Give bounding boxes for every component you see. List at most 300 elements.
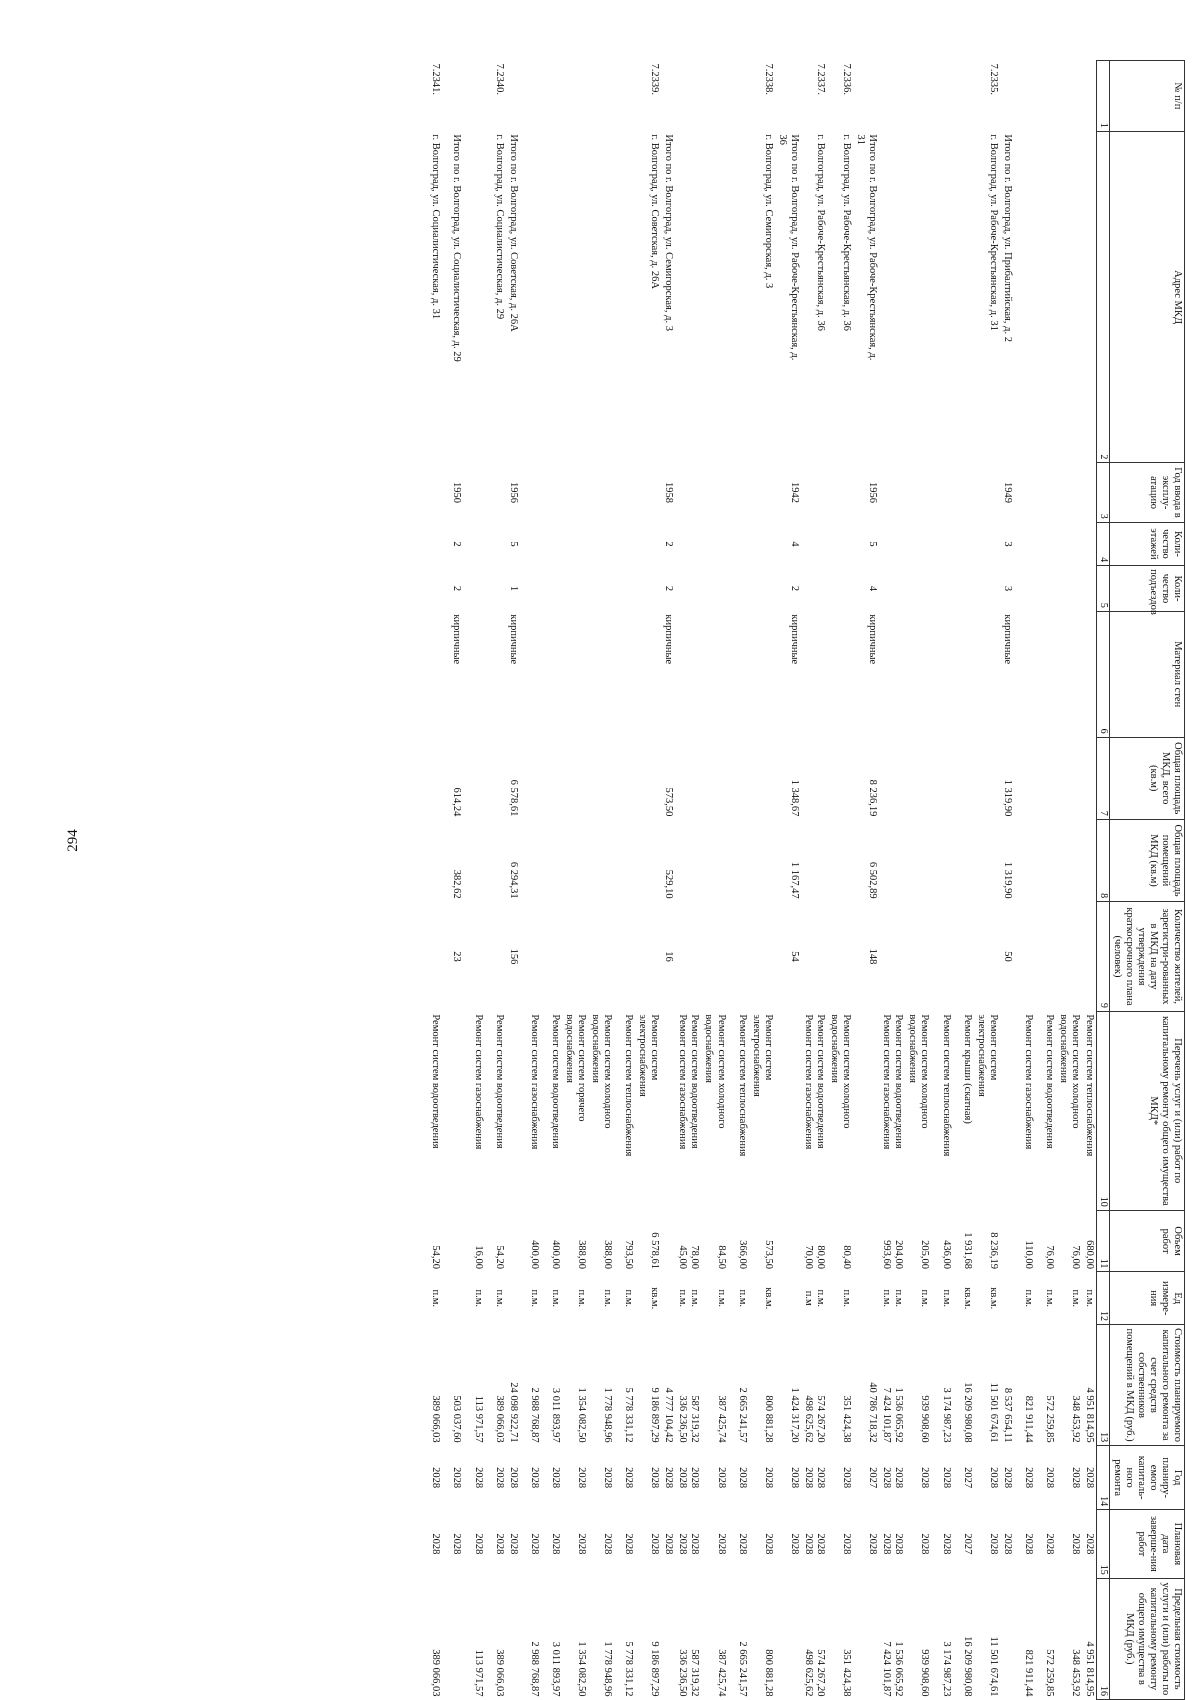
works-list-line: Ремонт систем газоснабжения [802, 1014, 814, 1150]
works-list-line: Ремонт систем холодного [919, 1014, 931, 1129]
limit-cost-line: 16 209 980,08 [961, 1636, 973, 1697]
residents-cell [548, 902, 562, 1012]
completion-date-cell [701, 1510, 727, 1579]
repair-year-cell [1082, 1446, 1097, 1510]
limit-cost-line: 1 354 082,50 [575, 1641, 587, 1697]
works-list-cell [939, 1011, 953, 1210]
limit-cost-line: 587 319,32 [689, 1649, 701, 1697]
repair-year-cell [749, 1446, 775, 1510]
work-volume-cell [879, 1210, 905, 1272]
completion-date-line: 2028 [881, 1533, 893, 1555]
floors-cell: 3 [1001, 541, 1013, 547]
table-row [428, 61, 442, 1700]
limit-cost-cell [506, 1578, 520, 1699]
wall-material-cell: кирпичные [1001, 614, 1013, 665]
total-area-cell [527, 737, 541, 819]
limit-cost-line: 5 778 331,12 [623, 1641, 635, 1697]
work-volume-cell [506, 1210, 520, 1272]
works-list-cell [1021, 1011, 1035, 1210]
spacer-row [932, 61, 939, 1700]
repair-year-cell [775, 1446, 801, 1510]
column-header-4: Коли-чество этажей [1109, 522, 1184, 565]
address-cell [905, 131, 931, 462]
entrances-cell [939, 566, 953, 612]
item-number-cell: 7.2341. [430, 63, 442, 95]
unit-cell [1056, 1272, 1082, 1325]
limit-cost-cell [428, 1578, 442, 1699]
address-cell [492, 131, 506, 462]
limit-cost-line: 1 778 948,96 [602, 1641, 614, 1697]
item-number-cell [1056, 61, 1082, 132]
floors-cell [675, 522, 701, 565]
completion-date-cell [879, 1510, 905, 1579]
repair-year-line: 2028 [1022, 1467, 1034, 1489]
limit-cost-line: 11 501 674,61 [987, 1636, 999, 1697]
completion-date-line: 2028 [507, 1533, 519, 1555]
works-list-line: электроснабжения [975, 1014, 987, 1097]
item-number-cell [1021, 61, 1035, 132]
completion-date-line: 2028 [451, 1533, 463, 1555]
residents-cell [562, 902, 588, 1012]
address-cell [675, 131, 701, 462]
limit-cost-cell [939, 1578, 953, 1699]
commission-year-cell: 1956 [507, 482, 519, 504]
entrances-cell: 3 [1001, 585, 1013, 592]
unit-line: п.м. [430, 1289, 442, 1307]
limit-cost-line: 572 259,85 [1043, 1649, 1055, 1697]
floors-cell [701, 522, 727, 565]
work-volume-cell [905, 1210, 931, 1272]
premises-area-cell: 382,62 [451, 869, 463, 899]
spacer-cell [1035, 61, 1042, 1700]
works-list-line: водоснабжения [703, 1014, 715, 1083]
repair-year-line: 2028 [472, 1467, 484, 1489]
work-volume-cell [492, 1210, 506, 1272]
limit-cost-cell [1082, 1578, 1097, 1699]
table-row [905, 61, 931, 1700]
premises-area-cell [527, 819, 541, 901]
work-volume-cell [735, 1210, 749, 1272]
repair-year-line: 2028 [919, 1467, 931, 1489]
floors-cell [562, 522, 588, 565]
works-list-line: Ремонт крыши (скатная) [961, 1014, 973, 1124]
repair-cost-cell [960, 1325, 974, 1446]
work-volume-cell [749, 1210, 775, 1272]
work-volume-line: 388,00 [602, 1240, 614, 1269]
premises-area-cell: 1 319,90 [1001, 861, 1013, 899]
repair-cost-line: 1 778 948,96 [602, 1387, 614, 1443]
entrances-cell [492, 566, 506, 612]
residents-cell: 23 [451, 951, 463, 962]
completion-date-cell [827, 1510, 853, 1579]
residents-cell [635, 902, 661, 1012]
repair-cost-line: 1 536 065,92 [893, 1387, 905, 1443]
repair-cost-cell [492, 1325, 506, 1446]
unit-line: п.м. [893, 1289, 905, 1307]
total-area-cell [1042, 737, 1056, 819]
item-number-cell: 7.2337. [815, 63, 826, 95]
wall-material-cell [428, 611, 442, 737]
completion-date-cell [749, 1510, 775, 1579]
work-volume-line: 78,00 [689, 1245, 701, 1269]
wall-material-cell [749, 611, 775, 737]
entrances-cell [801, 566, 827, 612]
residents-cell [879, 902, 905, 1012]
works-list-line: Ремонт систем холодного [841, 1014, 853, 1129]
limit-cost-line: 348 453,92 [1070, 1649, 1082, 1697]
spacer-cell [728, 61, 735, 1700]
spacer-row [464, 61, 471, 1700]
total-area-cell [905, 737, 931, 819]
limit-cost-line: 1 536 065,92 [893, 1641, 905, 1697]
table-row [621, 61, 635, 1700]
unit-line: п.м. [677, 1289, 689, 1307]
work-volume-cell [621, 1210, 635, 1272]
repair-year-line: 2028 [987, 1467, 999, 1489]
repair-year-cell [939, 1446, 953, 1510]
limit-cost-cell [1000, 1578, 1014, 1699]
total-area-cell [635, 737, 661, 819]
repair-year-line: 2028 [689, 1467, 701, 1489]
repair-cost-line: 9 186 897,29 [649, 1387, 661, 1443]
unit-cell [974, 1272, 1000, 1325]
column-number-1: 1 [1097, 61, 1110, 132]
completion-date-line: 2027 [961, 1533, 973, 1555]
completion-date-line: 2028 [663, 1533, 675, 1555]
table-row [939, 61, 953, 1700]
address-cell [1042, 131, 1056, 462]
unit-cell [661, 1272, 675, 1325]
limit-cost-line: 113 971,57 [472, 1649, 484, 1697]
repair-cost-line: 11 501 674,61 [987, 1382, 999, 1443]
unit-cell [879, 1272, 905, 1325]
floors-cell [801, 522, 827, 565]
repair-cost-cell [621, 1325, 635, 1446]
unit-line: п.м. [919, 1289, 931, 1307]
entrances-cell [675, 566, 701, 612]
floors-cell [527, 522, 541, 565]
repair-cost-cell [749, 1325, 775, 1446]
repair-cost-cell [853, 1325, 879, 1446]
repair-cost-line: 351 424,38 [841, 1395, 853, 1443]
unit-cell [635, 1272, 661, 1325]
limit-cost-line: 800 881,28 [762, 1649, 774, 1697]
work-volume-line: 573,50 [762, 1240, 774, 1269]
unit-line: п.м [802, 1290, 814, 1306]
works-list-cell [1056, 1011, 1082, 1210]
total-area-cell [675, 737, 701, 819]
repair-cost-cell [562, 1325, 588, 1446]
wall-material-cell [879, 611, 905, 737]
commission-year-cell [527, 463, 541, 522]
repair-cost-cell [939, 1325, 953, 1446]
unit-line: п.м. [940, 1289, 952, 1307]
work-volume-cell [675, 1210, 701, 1272]
works-list-line: Ремонт систем [987, 1014, 999, 1081]
repair-year-cell [661, 1446, 675, 1510]
wall-material-cell [635, 611, 661, 737]
floors-cell: 2 [663, 541, 675, 547]
work-volume-cell [1042, 1210, 1056, 1272]
entrances-cell [562, 566, 588, 612]
item-number-cell [1000, 61, 1014, 132]
limit-cost-cell [1056, 1578, 1082, 1699]
total-row [661, 61, 675, 1700]
commission-year-cell [562, 463, 588, 522]
table-row [879, 61, 905, 1700]
completion-date-cell [661, 1510, 675, 1579]
column-number-8: 8 [1097, 819, 1110, 901]
spacer-cell [464, 61, 471, 1700]
repair-year-cell [588, 1446, 614, 1510]
repair-cost-line: 3 174 987,23 [940, 1387, 952, 1443]
table-row [635, 61, 661, 1700]
unit-line: п.м. [602, 1289, 614, 1307]
works-list-cell [471, 1011, 485, 1210]
unit-line: п.м. [528, 1289, 540, 1307]
work-volume-cell [527, 1210, 541, 1272]
wall-material-cell [1056, 611, 1082, 737]
premises-area-cell [1021, 819, 1035, 901]
item-number-cell [939, 61, 953, 132]
commission-year-cell [801, 463, 827, 522]
unit-cell [1082, 1272, 1097, 1325]
entrances-cell: 2 [788, 585, 800, 592]
spacer-cell [442, 61, 449, 1700]
column-header-16: Предельная стоимость услуги и (или) работы по капитальному ремонту общего имущества в МКД (руб.) [1109, 1578, 1184, 1699]
wall-material-cell: кирпичные [867, 614, 879, 665]
total-area-cell [1082, 737, 1097, 819]
works-list-line: Ремонт систем газоснабжения [881, 1014, 893, 1150]
completion-date-cell [939, 1510, 953, 1579]
unit-line: п.м. [549, 1289, 561, 1307]
total-area-cell [548, 737, 562, 819]
works-list-cell [905, 1011, 931, 1210]
completion-date-line: 2028 [677, 1533, 689, 1555]
address-line: 31 [855, 134, 867, 145]
works-list-line: Ремонт систем [649, 1014, 661, 1081]
repair-cost-cell [827, 1325, 853, 1446]
item-number-cell [449, 61, 463, 132]
entrances-cell [1021, 566, 1035, 612]
entrances-cell [749, 566, 775, 612]
item-number-cell [905, 61, 931, 132]
premises-area-cell [588, 819, 614, 901]
commission-year-cell [635, 463, 661, 522]
works-list-cell [701, 1011, 727, 1210]
works-list-cell [675, 1011, 701, 1210]
limit-cost-line: 939 908,60 [919, 1649, 931, 1697]
floors-cell [735, 522, 749, 565]
completion-date-line: 2028 [736, 1533, 748, 1555]
unit-cell [527, 1272, 541, 1325]
entrances-cell [621, 566, 635, 612]
commission-year-cell [548, 463, 562, 522]
address-line: г. Волгоград, ул. Рабоче-Крестьянская, д. 31 [987, 134, 999, 331]
unit-cell [621, 1272, 635, 1325]
work-volume-cell [701, 1210, 727, 1272]
limit-cost-cell [588, 1578, 614, 1699]
repair-year-cell [562, 1446, 588, 1510]
premises-area-cell [827, 819, 853, 901]
works-list-cell [661, 1011, 675, 1210]
completion-date-cell [1000, 1510, 1014, 1579]
column-number-12: 12 [1097, 1272, 1110, 1325]
limit-cost-cell [1021, 1578, 1035, 1699]
address-line: г. Волгоград, ул. Социалистическая, д. 31 [430, 134, 442, 320]
completion-date-line: 2028 [1043, 1533, 1055, 1555]
repair-cost-line: 3 011 893,97 [549, 1387, 561, 1443]
repair-year-line: 2028 [493, 1467, 505, 1489]
residents-cell [939, 902, 953, 1012]
wall-material-cell: кирпичные [451, 614, 463, 665]
completion-date-cell [960, 1510, 974, 1579]
works-list-line: Ремонт систем газоснабжения [528, 1014, 540, 1150]
commission-year-cell [939, 463, 953, 522]
work-volume-cell [974, 1210, 1000, 1272]
wall-material-cell [801, 611, 827, 737]
works-list-cell [853, 1011, 879, 1210]
works-list-line: Ремонт систем холодного [1070, 1014, 1082, 1129]
repair-cost-cell [635, 1325, 661, 1446]
repair-year-cell [1056, 1446, 1082, 1510]
address-cell [701, 131, 727, 462]
item-number-cell [853, 61, 879, 132]
floors-cell [1056, 522, 1082, 565]
premises-area-cell [492, 819, 506, 901]
item-number-cell: 7.2339. [649, 63, 661, 95]
commission-year-cell [701, 463, 727, 522]
table-row [974, 61, 1000, 1700]
item-number-cell: 7.2338. [762, 63, 774, 95]
entrances-cell [974, 566, 1000, 612]
table-row [492, 61, 506, 1700]
residents-cell [1042, 902, 1056, 1012]
total-area-cell [1056, 737, 1082, 819]
entrances-cell [471, 566, 485, 612]
commission-year-cell [905, 463, 931, 522]
address-cell [562, 131, 588, 462]
commission-year-cell [1021, 463, 1035, 522]
repair-cost-line: 939 908,60 [919, 1395, 931, 1443]
repair-year-cell [449, 1446, 463, 1510]
page-number: 294 [64, 829, 81, 852]
limit-cost-line: 389 066,03 [493, 1649, 505, 1697]
work-volume-line: 388,00 [575, 1240, 587, 1269]
rotated-page [185, 60, 1185, 1700]
entrances-cell [635, 566, 661, 612]
floors-cell [749, 522, 775, 565]
completion-date-line: 2028 [762, 1533, 774, 1555]
wall-material-cell [675, 611, 701, 737]
column-number-9: 9 [1097, 902, 1110, 1012]
work-volume-line: 205,00 [919, 1240, 931, 1269]
repair-cost-line: 16 209 980,08 [961, 1382, 973, 1443]
completion-date-cell [588, 1510, 614, 1579]
work-volume-cell [1021, 1210, 1035, 1272]
total-area-cell [827, 737, 853, 819]
repair-cost-line: 800 881,28 [762, 1395, 774, 1443]
completion-date-line: 2028 [1084, 1533, 1096, 1555]
wall-material-cell: кирпичные [788, 614, 800, 665]
repair-year-line: 2028 [430, 1467, 442, 1489]
floors-cell [905, 522, 931, 565]
address-line: г. Волгоград, ул. Рабоче-Крестьянская, д. 36 [841, 134, 853, 331]
spacer-row [1014, 61, 1021, 1700]
total-area-cell [492, 737, 506, 819]
residents-cell [527, 902, 541, 1012]
completion-date-line: 2028 [841, 1533, 853, 1555]
completion-date-cell [775, 1510, 801, 1579]
works-list-line: Ремонт систем теплоснабжения [623, 1014, 635, 1157]
repair-year-cell [675, 1446, 701, 1510]
address-cell [735, 131, 749, 462]
commission-year-cell: 1956 [867, 482, 879, 504]
unit-line: п.м. [1022, 1289, 1034, 1307]
floors-cell [635, 522, 661, 565]
residents-cell [827, 902, 853, 1012]
repair-cost-cell [1021, 1325, 1035, 1446]
address-line: г. Волгоград, ул. Советская, д. 26А [649, 134, 661, 290]
residents-cell [675, 902, 701, 1012]
repair-cost-line: 389 066,03 [430, 1395, 442, 1443]
spacer-cell [953, 61, 960, 1700]
repair-cost-cell [449, 1325, 463, 1446]
premises-area-cell [562, 819, 588, 901]
column-number-7: 7 [1097, 737, 1110, 819]
wall-material-cell [1082, 611, 1097, 737]
column-header-5: Коли-чество подъездов [1109, 566, 1184, 612]
completion-date-line: 2028 [1022, 1533, 1034, 1555]
commission-year-cell [428, 463, 442, 522]
residents-cell [749, 902, 775, 1012]
commission-year-cell [588, 463, 614, 522]
floors-cell [428, 522, 442, 565]
wall-material-cell [827, 611, 853, 737]
total-row [853, 61, 879, 1700]
address-cell [1056, 131, 1082, 462]
table-row [735, 61, 749, 1700]
column-header-7: Общая площадь МКД, всего (кв.м) [1109, 737, 1184, 819]
repair-year-cell [974, 1446, 1000, 1510]
unit-cell [449, 1272, 463, 1325]
address-cell [506, 131, 520, 462]
repair-year-line: 2027 [961, 1467, 973, 1489]
work-volume-line: 70,00 [802, 1245, 814, 1269]
premises-area-cell: 6 502,89 [867, 861, 879, 899]
item-number-cell [775, 61, 801, 132]
completion-date-cell [1056, 1510, 1082, 1579]
premises-area-cell [879, 819, 905, 901]
work-volume-line: 400,00 [549, 1240, 561, 1269]
completion-date-line: 2028 [649, 1533, 661, 1555]
premises-area-cell: 1 167,47 [788, 861, 800, 899]
address-cell [827, 131, 853, 462]
work-volume-cell [562, 1210, 588, 1272]
floors-cell: 5 [507, 541, 519, 547]
completion-date-cell [621, 1510, 635, 1579]
commission-year-cell [1082, 463, 1097, 522]
works-list-line: водоснабжения [829, 1014, 841, 1083]
repair-year-line: 2028 [649, 1467, 661, 1489]
spacer-cell [520, 61, 527, 1700]
premises-area-cell [428, 819, 442, 901]
completion-date-line: 2028 [715, 1533, 727, 1555]
floors-cell [960, 522, 974, 565]
address-cell [749, 131, 775, 462]
limit-cost-line: 498 625,62 [802, 1649, 814, 1697]
repair-cost-cell [1056, 1325, 1082, 1446]
